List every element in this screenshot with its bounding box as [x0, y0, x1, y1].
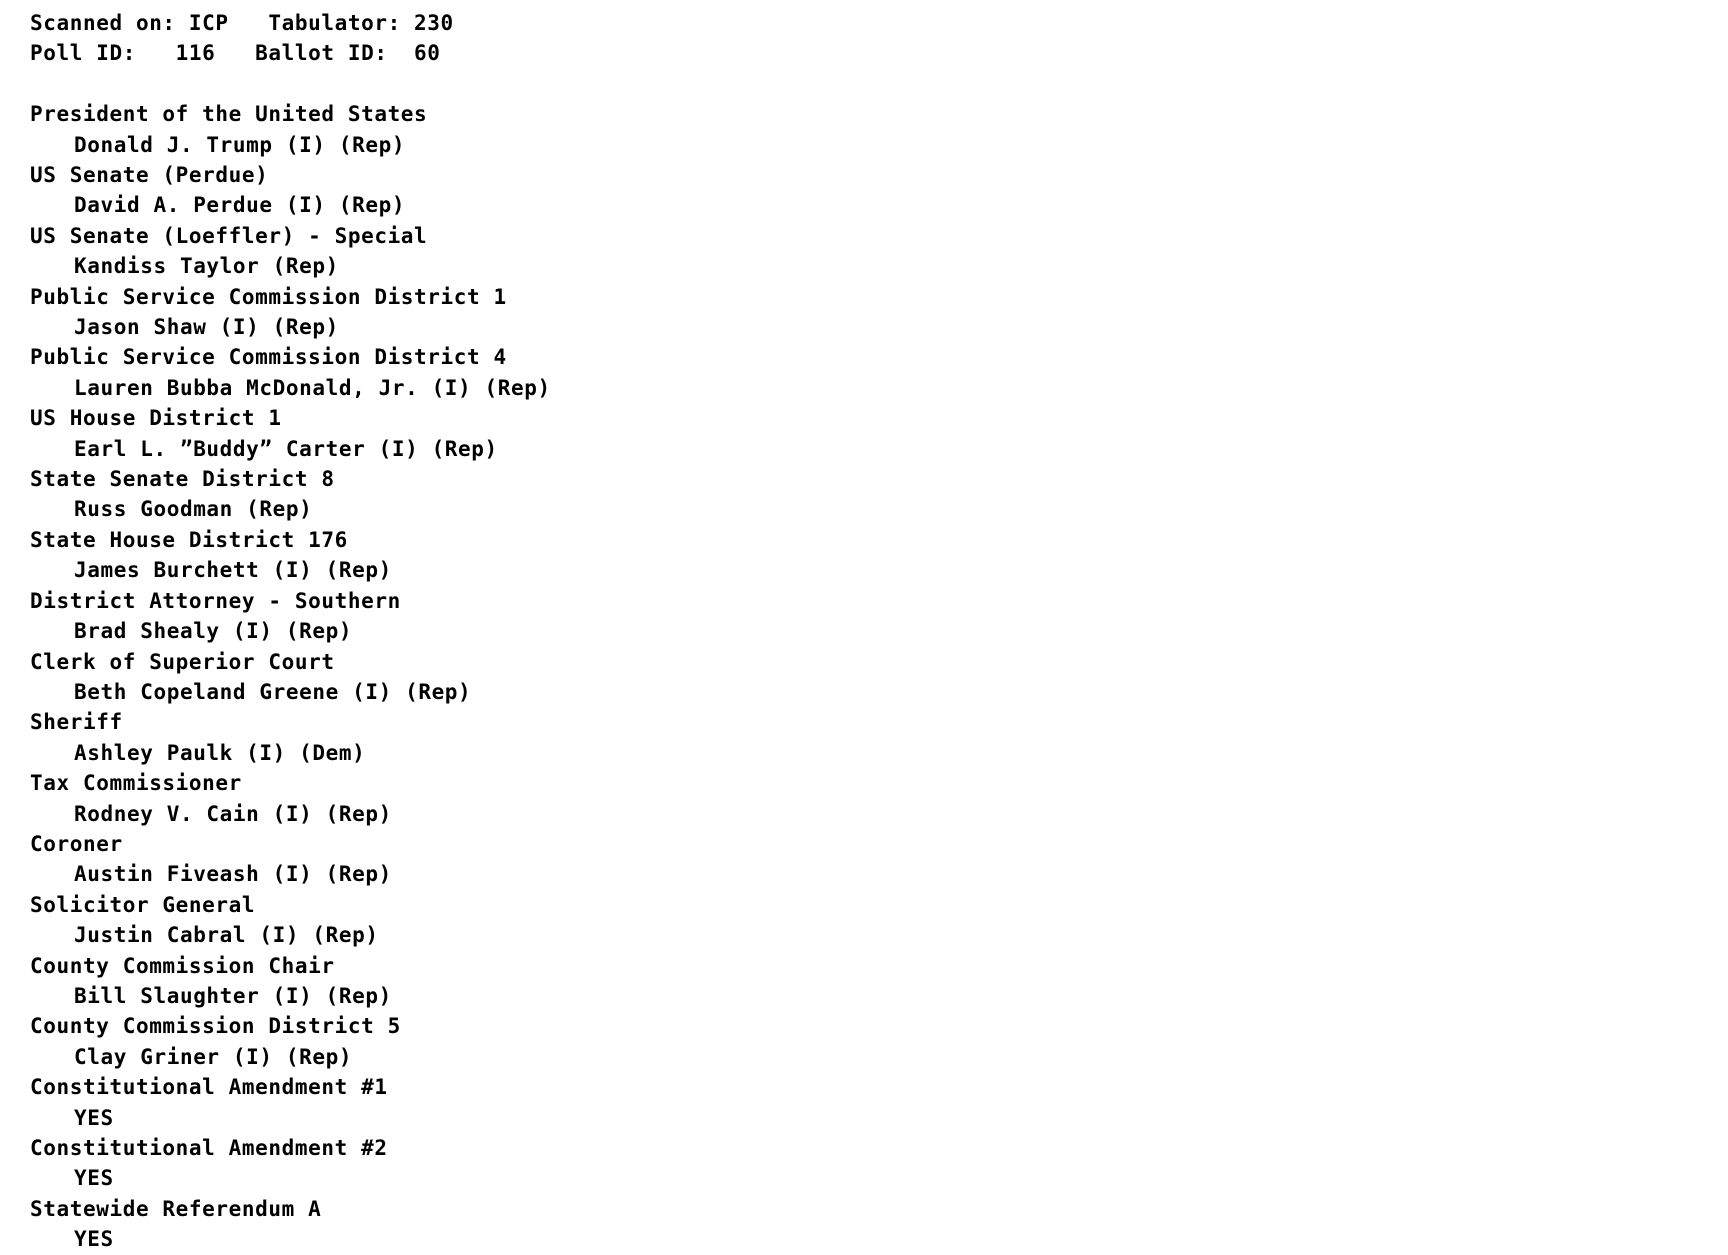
- contest-choice: Ashley Paulk (I) (Dem): [74, 740, 366, 765]
- contest-choice: David A. Perdue (I) (Rep): [74, 193, 406, 218]
- contest-title: US House District 1: [30, 406, 282, 431]
- contest-title: Statewide Referendum A: [30, 1196, 322, 1221]
- scanned-on-line: Scanned on: ICP Tabulator: 230: [30, 11, 454, 35]
- contest-title: County Commission Chair: [30, 953, 335, 978]
- contest-block: [30, 647, 1728, 708]
- contest-block: [30, 707, 1728, 768]
- contest-choice: YES: [74, 1105, 114, 1130]
- contest-choice: Austin Fiveash (I) (Rep): [74, 862, 392, 887]
- contest-block: [30, 829, 1728, 890]
- contest-title: Clerk of Superior Court: [30, 649, 335, 674]
- contest-choice: Donald J. Trump (I) (Rep): [74, 132, 406, 157]
- contest-title: Constitutional Amendment #2: [30, 1136, 388, 1161]
- contest-block: [30, 160, 1728, 221]
- contest-choice: YES: [74, 1166, 114, 1191]
- poll-ballot-id-line: Poll ID: 116 Ballot ID: 60: [30, 41, 441, 66]
- contest-choice: Brad Shealy (I) (Rep): [74, 619, 353, 644]
- contest-title: State House District 176: [30, 527, 348, 552]
- contest-title: Public Service Commission District 1: [30, 284, 507, 309]
- contest-choice: Rodney V. Cain (I) (Rep): [74, 801, 392, 826]
- contest-block: [30, 951, 1728, 1012]
- header-spacer: [30, 69, 1728, 99]
- contest-title: Constitutional Amendment #1: [30, 1075, 388, 1100]
- contest-choice: Kandiss Taylor (Rep): [74, 254, 339, 279]
- contest-block: [30, 1072, 1728, 1133]
- contest-choice: Justin Cabral (I) (Rep): [74, 923, 379, 948]
- contest-block: [30, 1194, 1728, 1255]
- contest-block: [30, 525, 1728, 586]
- contest-block: [30, 99, 1728, 160]
- contest-title: Sheriff: [30, 710, 123, 735]
- contest-block: [30, 282, 1728, 343]
- contest-choice: Russ Goodman (Rep): [74, 497, 313, 522]
- contest-title: State Senate District 8: [30, 467, 335, 492]
- contest-choice: Clay Griner (I) (Rep): [74, 1044, 353, 1069]
- contest-choice: Lauren Bubba McDonald, Jr. (I) (Rep): [74, 375, 551, 400]
- contest-block: [30, 403, 1728, 464]
- contest-block: [30, 464, 1728, 525]
- contest-choice: Bill Slaughter (I) (Rep): [74, 983, 392, 1008]
- contest-title: President of the United States: [30, 102, 428, 127]
- contest-block: [30, 768, 1728, 829]
- contest-title: Solicitor General: [30, 892, 256, 917]
- contest-choice: YES: [74, 1227, 114, 1252]
- contest-choice: Jason Shaw (I) (Rep): [74, 315, 339, 340]
- contest-block: [30, 1011, 1728, 1072]
- contest-choice: James Burchett (I) (Rep): [74, 558, 392, 583]
- contest-block: [30, 1133, 1728, 1194]
- contest-title: District Attorney - Southern: [30, 588, 401, 613]
- contest-block: [30, 586, 1728, 647]
- contest-block: [30, 342, 1728, 403]
- scan-header: [30, 8, 1728, 69]
- contest-block: [30, 221, 1728, 282]
- contest-title: Coroner: [30, 831, 123, 856]
- contest-title: Tax Commissioner: [30, 771, 242, 796]
- contest-title: US Senate (Loeffler) - Special: [30, 223, 428, 248]
- contest-title: Public Service Commission District 4: [30, 345, 507, 370]
- contest-list: [30, 99, 1728, 1254]
- contest-title: US Senate (Perdue): [30, 163, 269, 188]
- contest-title: County Commission District 5: [30, 1014, 401, 1039]
- contest-choice: Beth Copeland Greene (I) (Rep): [74, 679, 472, 704]
- contest-block: [30, 890, 1728, 951]
- contest-choice: Earl L. ”Buddy” Carter (I) (Rep): [74, 436, 498, 461]
